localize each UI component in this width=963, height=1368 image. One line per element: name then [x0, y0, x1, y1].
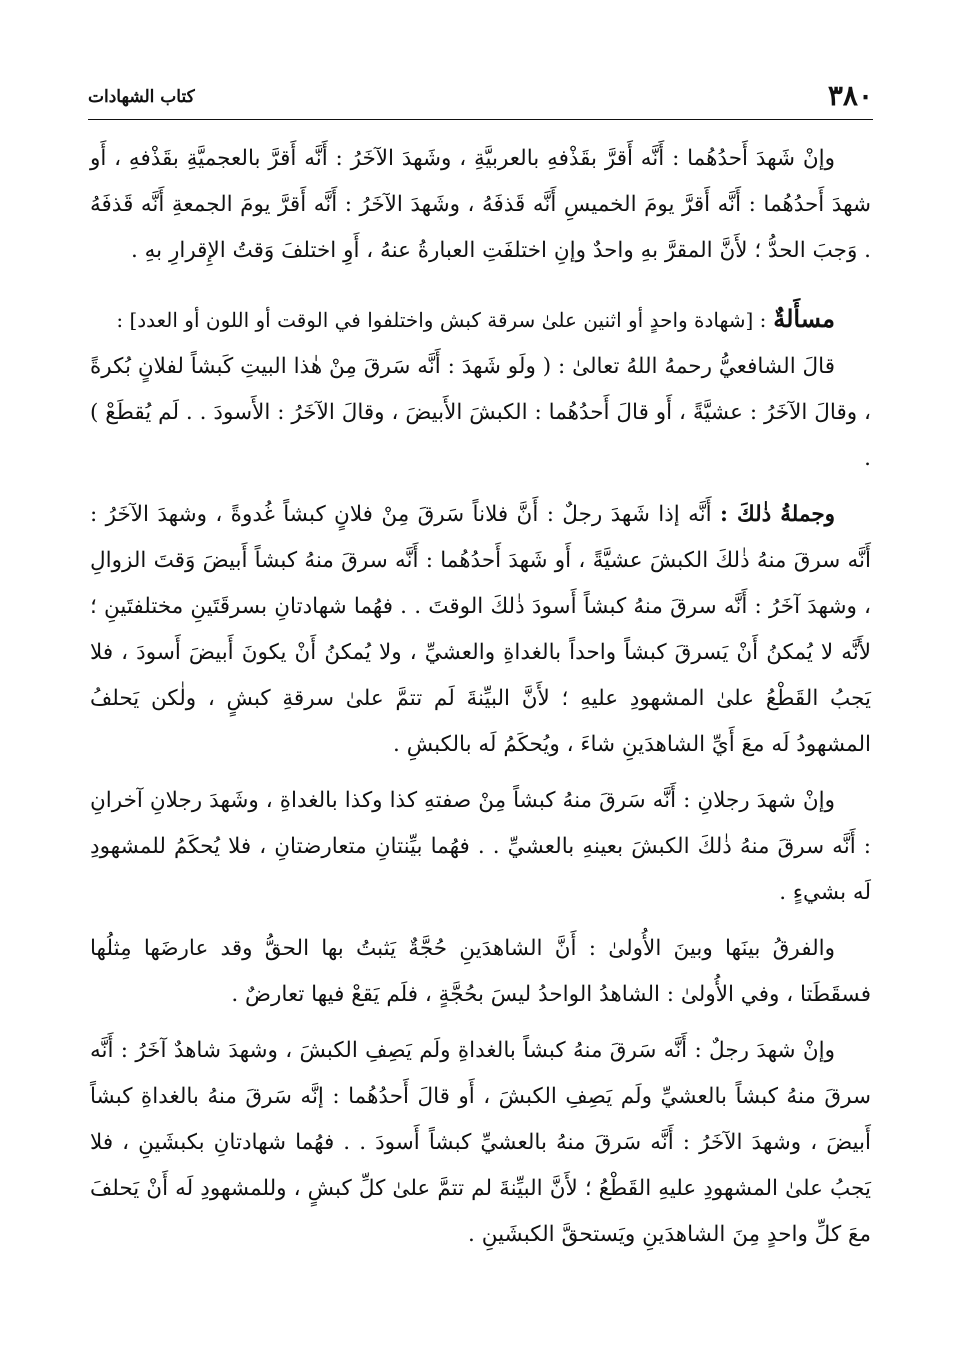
paragraph-3-lead: وجملةُ ذٰلكَ :	[720, 502, 836, 527]
paragraph-3	[90, 492, 871, 768]
masala-title: : [شهادة واحدٍ أو اثنين علىٰ سرقة كبش واختلفوا في الوقت أو اللون أو العدد] :	[116, 308, 767, 332]
page-number: ٣٨٠	[827, 79, 873, 112]
paragraph-2: قالَ الشافعيُّ رحمهُ اللهُ تعالىٰ : ( ولَو شَهدَ : أَنَّه سَرقَ مِنْ هٰذا البيتِ كَبشاً لفلانٍ بُكرةً ، وقالَ الآخَرُ : عشيَّةً ، أَو قالَ أَحدُهُما : الكبشَ الأَبيضَ ، وقالَ الآخَرُ : الأَسودَ . . لَم يُقطَعْ ) .	[90, 354, 871, 471]
page-body	[90, 136, 871, 1258]
header-divider	[88, 119, 873, 120]
paragraph-1: وإنْ شَهدَ أَحدُهُما : أَنَّه أَقرَّ بقَذْفهِ بالعربيَّةِ ، وشَهدَ الآخَرُ : أَنَّه أَقرَّ بالعجميَّةِ بقَذْفهِ ، أَو شهدَ أَحدُهُما : أَنَّه أَقرَّ يومَ الخميسِ أَنَّه قَذفَهُ ، وشَهدَ الآخَرُ : أَنَّه أَقرَّ يومَ الجمعةِ أَنَّه قَذفَهُ . وَجبَ الحدُّ ؛ لأَنَّ المقرَّ بهِ واحدٌ وإنِ اختلفَتِ العبارةُ عنهُ ، أَوِ اختلفَ وَقتُ الإِقرارِ بهِ .	[90, 146, 871, 263]
running-title: كتاب الشهادات	[88, 87, 195, 107]
page-header	[88, 78, 873, 118]
paragraph-6: وإنْ شهدَ رجلٌ : أَنَّه سَرقَ منهُ كبشاً بالغداةِ ولَم يَصِفِ الكبشَ ، وشهدَ شاهدٌ آخَرُ : أَنَّه سرقَ منهُ كبشاً بالعشيِّ ولَم يَصِفِ الكبشَ ، أَو قالَ أَحدُهُما : إنَّه سَرقَ منهُ بالغداةِ كبشاً أَبيضَ ، وشهدَ الآخَرُ : أَنَّه سَرقَ منهُ بالعشيِّ كبشاً أَسودَ . . فهُما شهادتانِ بكبشَينِ ، فلا يَجبُ علىٰ المشهودِ عليهِ القَطْعُ ؛ لأَنَّ البيِّنةَ لم تتمَّ علىٰ كلِّ كبشٍ ، وللمشهودِ لَه أَنْ يَحلفَ معَ كلِّ واحدٍ مِنَ الشاهدَينِ ويَستحقَّ الكبشَينِ .	[90, 1038, 871, 1247]
paragraph-3-text: أَنَّه إذا شَهدَ رجلٌ : أَنَّ فلاناً سَرقَ مِنْ فلانٍ كبشاً غُدوةً ، وشهدَ الآخَرُ : أَنَّه سرقَ منهُ ذٰلكَ الكبشَ عشيَّةً ، أَو شَهدَ أَحدُهُما : أَنَّه سرقَ منهُ كبشاً أَبيضَ وَقتَ الزوالِ ، وشهدَ آخَرُ : أَنَّه سرقَ منهُ كبشاً أَسودَ ذٰلكَ الوقتَ . . فهُما شهادتانِ بسرقَتَينِ مختلفتَينِ ؛ لأَنَّه لا يُمكنُ أَنْ يَسرقَ كبشاً واحداً بالغداةِ والعشيِّ ، ولا يُمكنُ أَنْ يكونَ أَبيضَ أَسودَ ، فلا يَجبُ القَطْعُ علىٰ المشهودِ عليهِ ؛ لأَنَّ البيِّنةَ لَم تتمَّ علىٰ سرقةِ كبشٍ ، ولٰكن يَحلفُ المشهودُ لَه معَ أَيِّ الشاهدَينِ شاءَ ، ويُحكَمُ لَه بالكبشِ .	[90, 502, 871, 757]
masala-heading	[90, 296, 871, 344]
masala-label: مسأَلةٌ	[773, 304, 835, 333]
paragraph-5: والفرقُ بينَها وبينَ الأُولىٰ : أَنَّ الشاهدَينِ حُجَّةٌ يَثبتُ بها الحقُّ وقد عارضَها مِثلُها فسقَطَتا ، وفي الأُولىٰ : الشاهدُ الواحدُ ليسَ بحُجَّةٍ ، فلَم يَقعْ فيها تعارضٌ .	[90, 936, 871, 1007]
paragraph-4: وإنْ شهدَ رجلانِ : أَنَّه سَرقَ منهُ كبشاً مِنْ صفتهِ كذا وكذا بالغداةِ ، وشَهدَ رجلانِ آخرانِ : أَنَّه سرقَ منهُ ذٰلكَ الكبشَ بعينهِ بالعشيِّ . . فهُما بيِّنتانِ متعارضتانِ ، فلا يُحكَمُ للمشهودِ لَه بشيءٍ .	[90, 788, 871, 905]
